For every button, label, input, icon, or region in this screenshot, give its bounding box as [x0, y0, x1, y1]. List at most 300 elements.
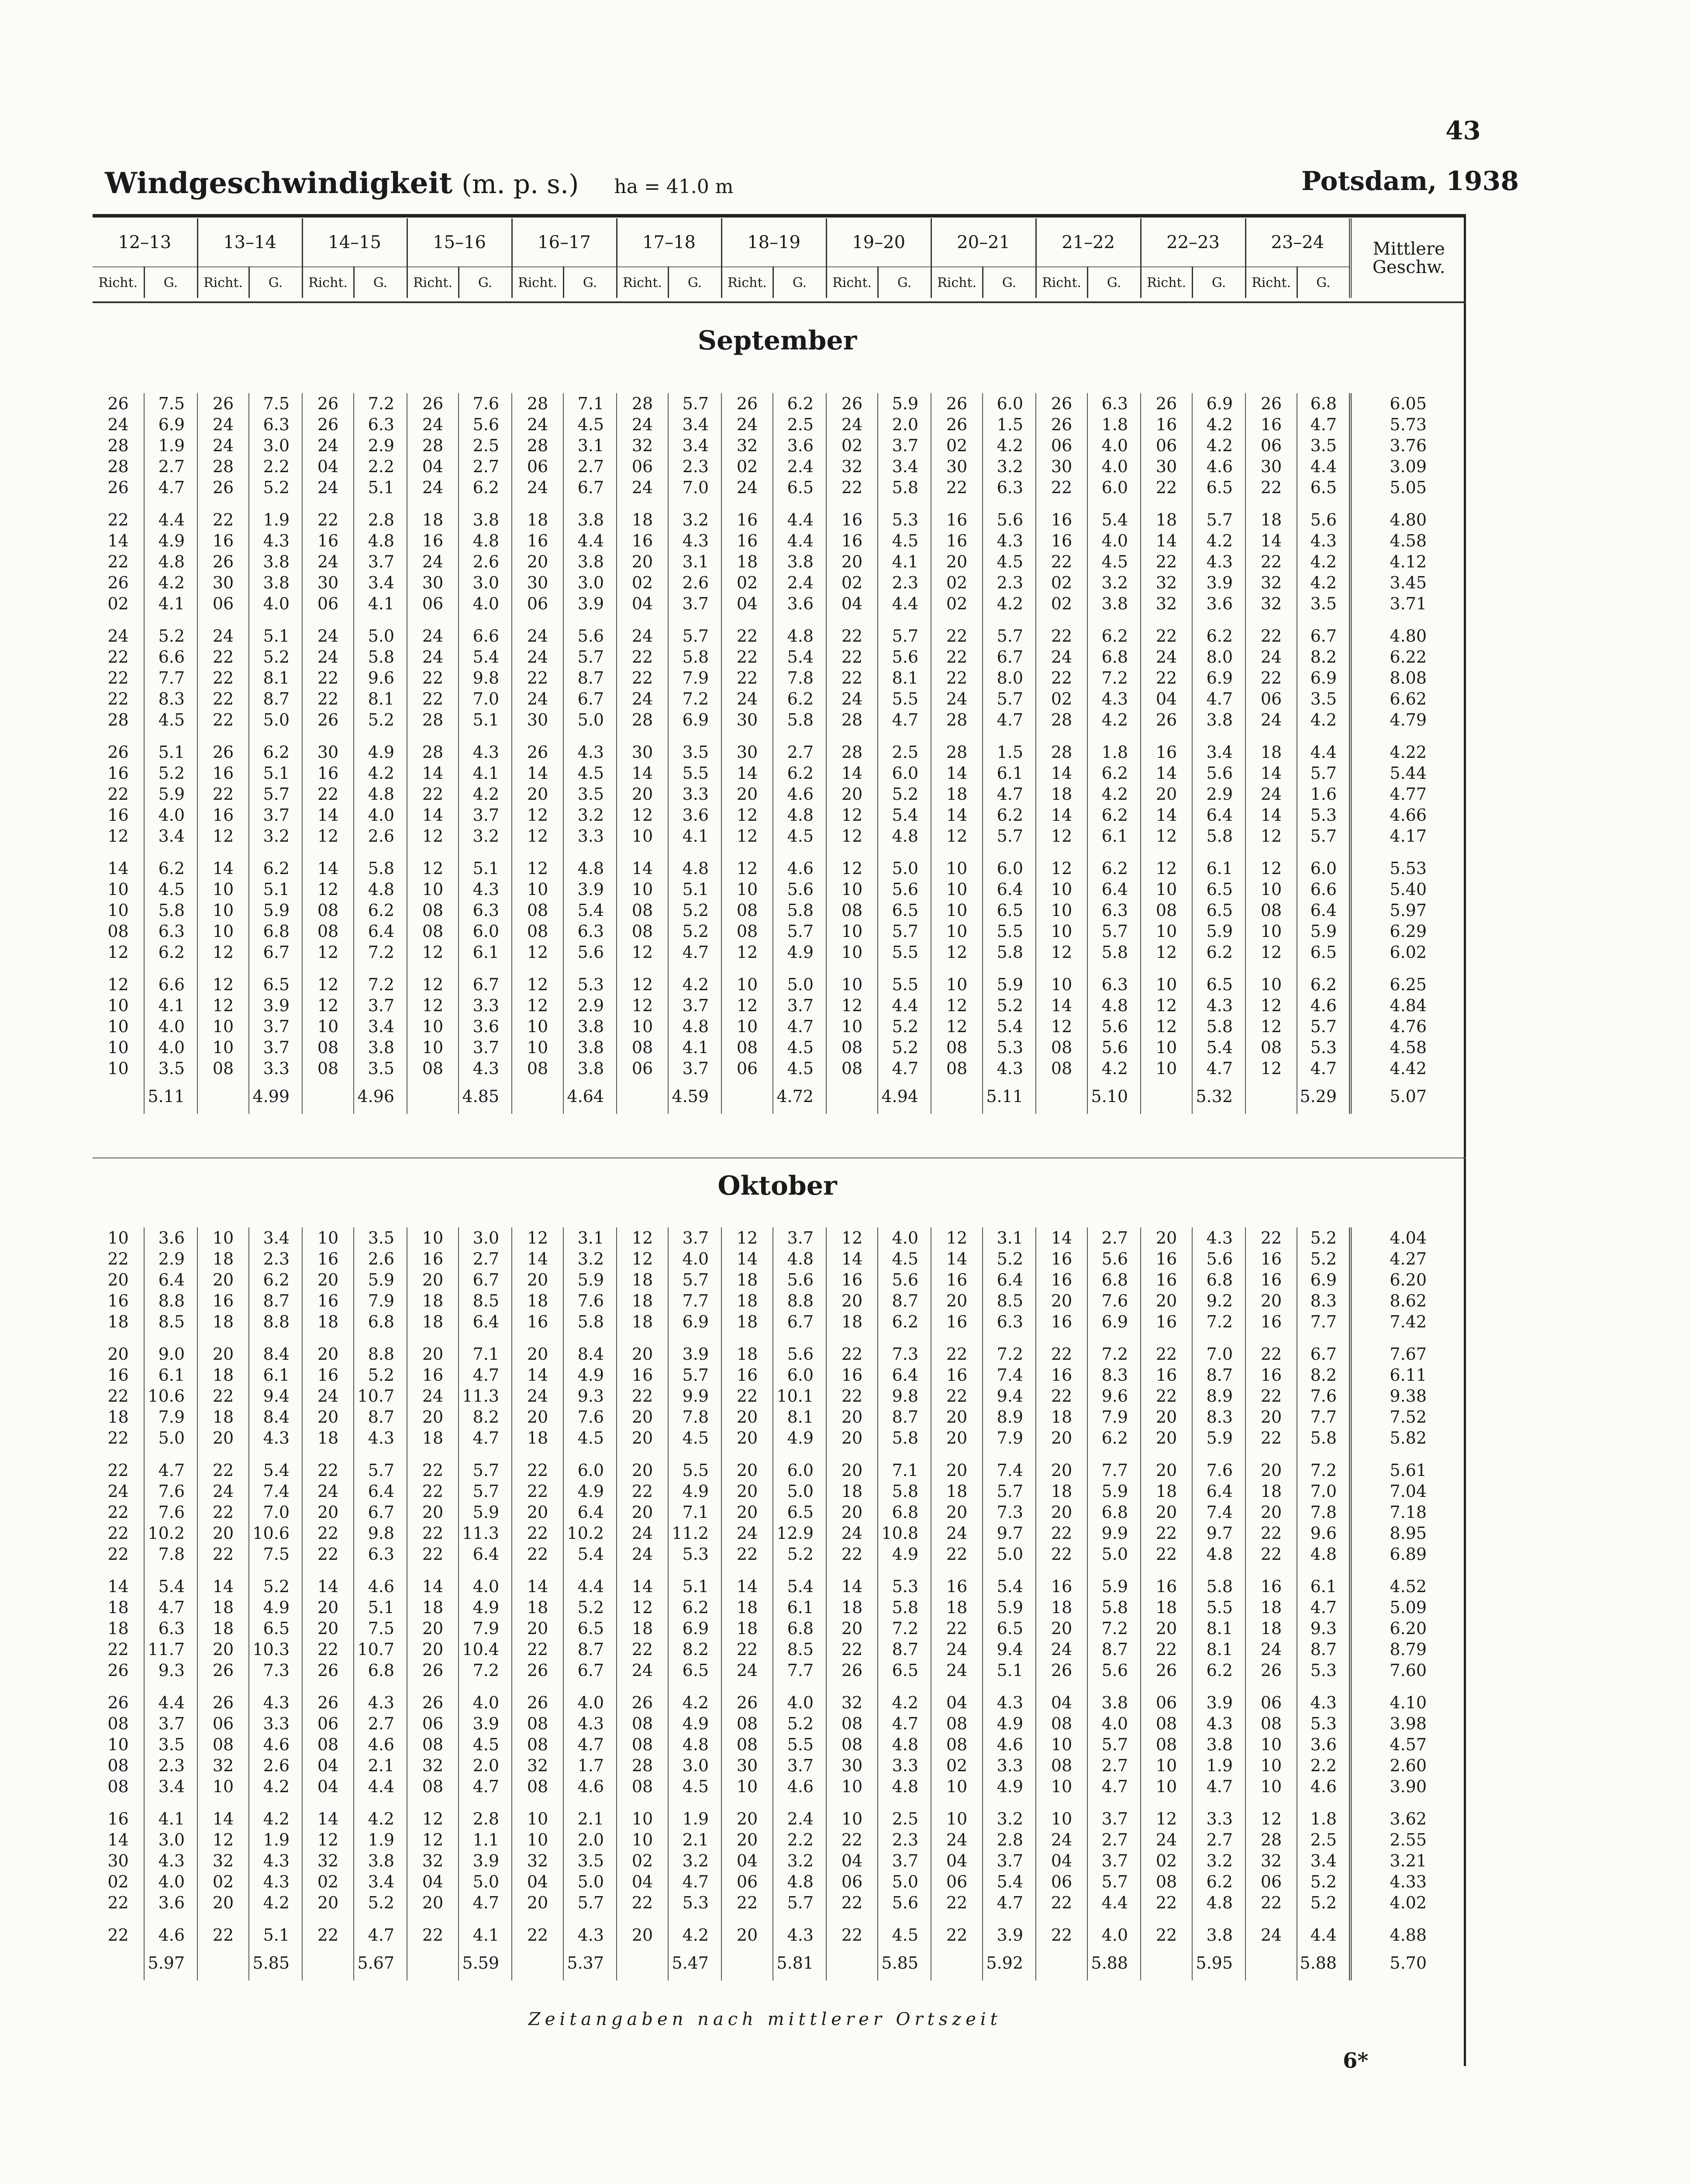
- hourly-mean-cell: 5.85: [249, 1946, 302, 1980]
- hourly-mean-cell: 5.85: [878, 1946, 931, 1980]
- speed-cell: 6.2: [459, 477, 512, 498]
- speed-cell: 3.8: [563, 1037, 617, 1058]
- direction-cell: 22: [407, 784, 459, 805]
- speed-cell: 4.5: [983, 551, 1036, 572]
- direction-cell: 10: [1141, 879, 1192, 900]
- direction-cell: 24: [407, 1386, 459, 1406]
- speed-cell: 5.2: [1297, 1227, 1350, 1248]
- direction-cell: 20: [721, 1502, 773, 1523]
- direction-cell: 22: [512, 1460, 563, 1481]
- direction-cell: 14: [512, 1248, 563, 1269]
- direction-cell: 04: [302, 1755, 354, 1776]
- direction-cell: 10: [931, 879, 983, 900]
- speed-cell: 6.5: [249, 1618, 302, 1639]
- direction-cell: 16: [931, 530, 983, 551]
- speed-cell: 5.2: [983, 1248, 1036, 1269]
- speed-cell: 2.3: [668, 456, 721, 477]
- speed-cell: 7.0: [459, 688, 512, 709]
- speed-cell: 8.8: [249, 1311, 302, 1332]
- speed-cell: 5.7: [1297, 826, 1350, 847]
- speed-cell: 6.7: [459, 1269, 512, 1290]
- direction-cell: 16: [407, 1365, 459, 1386]
- hour-header: 19–20: [826, 218, 931, 267]
- speed-cell: 6.2: [1087, 1427, 1141, 1448]
- speed-cell: 8.9: [983, 1406, 1036, 1427]
- speed-cell: 5.6: [878, 646, 931, 667]
- direction-cell: 18: [93, 1618, 144, 1639]
- speed-cell: 6.5: [1192, 477, 1245, 498]
- direction-cell: 22: [826, 1829, 878, 1850]
- speed-cell: 3.6: [144, 1892, 197, 1913]
- speed-cell: 3.9: [459, 1713, 512, 1734]
- direction-cell: 22: [1245, 1386, 1297, 1406]
- direction-cell: 32: [826, 456, 878, 477]
- direction-cell: 16: [197, 530, 249, 551]
- speed-cell: 10.3: [249, 1639, 302, 1660]
- speed-cell: 3.8: [249, 551, 302, 572]
- speed-cell: 6.2: [1087, 763, 1141, 784]
- direction-cell: 22: [1036, 625, 1087, 646]
- direction-cell: 12: [407, 826, 459, 847]
- direction-cell: 10: [931, 1808, 983, 1829]
- speed-cell: 2.2: [249, 456, 302, 477]
- daily-mean-cell: 3.90: [1350, 1776, 1466, 1797]
- speed-cell: 5.4: [249, 1460, 302, 1481]
- speed-cell: 4.2: [459, 784, 512, 805]
- direction-cell: 22: [93, 1544, 144, 1565]
- direction-cell: 04: [931, 1850, 983, 1871]
- table-row: [93, 1523, 1466, 1544]
- direction-cell: 18: [617, 1290, 668, 1311]
- speed-cell: 6.5: [773, 1502, 826, 1523]
- table-row: [93, 784, 1466, 805]
- direction-cell: 10: [93, 879, 144, 900]
- speed-cell: 2.6: [249, 1755, 302, 1776]
- hourly-mean-cell: 4.94: [878, 1079, 931, 1114]
- direction-cell: 10: [1245, 1776, 1297, 1797]
- hourly-mean-cell: 5.88: [1297, 1946, 1350, 1980]
- direction-cell: 20: [826, 1406, 878, 1427]
- daily-mean-cell: 4.12: [1350, 551, 1466, 572]
- speed-cell: 8.7: [1192, 1365, 1245, 1386]
- direction-cell: 20: [617, 1427, 668, 1448]
- direction-cell: 22: [931, 1344, 983, 1365]
- direction-cell: 10: [1141, 1037, 1192, 1058]
- speed-cell: 6.0: [563, 1460, 617, 1481]
- direction-cell: 18: [93, 1597, 144, 1618]
- direction-cell: 22: [197, 1925, 249, 1946]
- direction-cell: 20: [302, 1269, 354, 1290]
- speed-cell: 2.8: [983, 1829, 1036, 1850]
- direction-cell: 12: [826, 826, 878, 847]
- speed-cell: 3.8: [773, 551, 826, 572]
- speed-cell: 10.7: [354, 1386, 407, 1406]
- speed-cell: 3.7: [144, 1713, 197, 1734]
- direction-cell: 16: [1036, 1365, 1087, 1386]
- direction-cell: 22: [1141, 1344, 1192, 1365]
- speed-cell: 3.5: [563, 1850, 617, 1871]
- speed-cell: 4.0: [459, 1576, 512, 1597]
- speed-cell: 3.3: [668, 784, 721, 805]
- direction-cell: 22: [93, 509, 144, 530]
- direction-cell: 20: [1245, 1290, 1297, 1311]
- table-row: [93, 414, 1466, 435]
- direction-cell: 10: [931, 858, 983, 879]
- speed-cell: 4.5: [459, 1734, 512, 1755]
- direction-cell: 18: [721, 1597, 773, 1618]
- speed-cell: 7.1: [668, 1502, 721, 1523]
- speed-cell: 5.2: [144, 625, 197, 646]
- direction-cell: 22: [407, 1481, 459, 1502]
- month-title-september: September: [697, 325, 857, 356]
- speed-cell: 6.7: [1297, 1344, 1350, 1365]
- speed-cell: 7.6: [1192, 1460, 1245, 1481]
- speed-cell: 4.4: [1297, 742, 1350, 763]
- direction-cell: 16: [617, 1365, 668, 1386]
- direction-cell: 30: [1141, 456, 1192, 477]
- direction-cell: 06: [1036, 435, 1087, 456]
- direction-cell: 04: [302, 1776, 354, 1797]
- speed-cell: 4.3: [459, 1058, 512, 1079]
- speed-subheader: G.: [1297, 267, 1350, 298]
- direction-cell: 10: [197, 1016, 249, 1037]
- direction-cell: 04: [407, 456, 459, 477]
- direction-cell: 12: [302, 974, 354, 995]
- speed-cell: 3.7: [668, 995, 721, 1016]
- speed-cell: 5.9: [983, 974, 1036, 995]
- speed-cell: 2.7: [1192, 1829, 1245, 1850]
- daily-mean-cell: 3.62: [1350, 1808, 1466, 1829]
- speed-cell: 1.8: [1087, 414, 1141, 435]
- direction-cell: 20: [721, 1808, 773, 1829]
- speed-cell: 4.2: [1087, 709, 1141, 730]
- direction-cell: 18: [197, 1597, 249, 1618]
- speed-cell: 4.8: [773, 625, 826, 646]
- speed-cell: 4.5: [773, 1037, 826, 1058]
- direction-cell: 12: [1036, 942, 1087, 963]
- speed-cell: 4.3: [1192, 1713, 1245, 1734]
- speed-cell: 10.7: [354, 1639, 407, 1660]
- direction-cell: 12: [1141, 1808, 1192, 1829]
- speed-cell: 5.7: [1297, 763, 1350, 784]
- speed-cell: 5.0: [773, 974, 826, 995]
- speed-cell: 5.2: [1297, 1871, 1350, 1892]
- direction-cell: 26: [1245, 1660, 1297, 1681]
- speed-cell: 1.5: [983, 414, 1036, 435]
- speed-cell: 4.2: [668, 1692, 721, 1713]
- daily-mean-cell: 2.55: [1350, 1829, 1466, 1850]
- speed-cell: 3.7: [1087, 1850, 1141, 1871]
- speed-cell: 1.7: [563, 1755, 617, 1776]
- direction-cell: 10: [721, 879, 773, 900]
- table-row: [93, 593, 1466, 614]
- speed-cell: 4.3: [249, 1692, 302, 1713]
- speed-cell: 3.8: [563, 1016, 617, 1037]
- table-row: [93, 1344, 1466, 1365]
- direction-cell: 04: [617, 593, 668, 614]
- speed-subheader: G.: [354, 267, 407, 298]
- station-label: Potsdam, 1938: [1301, 166, 1519, 197]
- direction-cell: 22: [1245, 1523, 1297, 1544]
- table-row: [93, 551, 1466, 572]
- direction-cell: 12: [617, 974, 668, 995]
- direction-cell: 22: [617, 1639, 668, 1660]
- speed-cell: 3.4: [354, 1871, 407, 1892]
- speed-cell: 4.8: [459, 530, 512, 551]
- speed-cell: 8.4: [249, 1406, 302, 1427]
- speed-cell: 6.6: [459, 625, 512, 646]
- direction-cell: 02: [826, 572, 878, 593]
- speed-cell: 3.3: [249, 1713, 302, 1734]
- speed-cell: 4.7: [983, 709, 1036, 730]
- direction-cell: 24: [617, 477, 668, 498]
- speed-cell: 7.2: [1087, 667, 1141, 688]
- speed-cell: 5.9: [563, 1269, 617, 1290]
- speed-cell: 4.8: [668, 1016, 721, 1037]
- direction-cell: 10: [93, 1037, 144, 1058]
- speed-cell: 6.7: [563, 688, 617, 709]
- speed-cell: 5.6: [1087, 1248, 1141, 1269]
- speed-cell: 6.5: [1192, 900, 1245, 921]
- table-row: [93, 1290, 1466, 1311]
- speed-cell: 7.5: [249, 393, 302, 414]
- speed-cell: 7.2: [354, 974, 407, 995]
- speed-cell: 8.4: [249, 1344, 302, 1365]
- speed-cell: 4.0: [249, 593, 302, 614]
- speed-cell: 4.0: [1087, 456, 1141, 477]
- direction-cell: 18: [826, 1597, 878, 1618]
- speed-cell: 3.5: [144, 1734, 197, 1755]
- direction-cell: 26: [1036, 414, 1087, 435]
- direction-cell: 16: [721, 509, 773, 530]
- direction-cell: 06: [512, 456, 563, 477]
- speed-cell: 5.6: [1087, 1037, 1141, 1058]
- speed-cell: 3.1: [983, 1227, 1036, 1248]
- direction-cell: 22: [1141, 625, 1192, 646]
- speed-cell: 6.9: [668, 709, 721, 730]
- speed-cell: 5.3: [668, 1544, 721, 1565]
- speed-cell: 3.4: [354, 1016, 407, 1037]
- speed-cell: 4.2: [1192, 435, 1245, 456]
- direction-cell: 20: [407, 1618, 459, 1639]
- direction-cell: 12: [1036, 826, 1087, 847]
- speed-cell: 5.8: [354, 858, 407, 879]
- speed-cell: 4.7: [563, 1734, 617, 1755]
- speed-cell: 2.2: [354, 456, 407, 477]
- dir-subheader: Richt.: [721, 267, 773, 298]
- direction-cell: 16: [1141, 414, 1192, 435]
- speed-cell: 7.2: [1192, 1311, 1245, 1332]
- speed-cell: 4.5: [878, 1925, 931, 1946]
- direction-cell: 22: [93, 1427, 144, 1448]
- direction-cell: 06: [1141, 435, 1192, 456]
- speed-cell: 8.5: [459, 1290, 512, 1311]
- speed-cell: 2.3: [983, 572, 1036, 593]
- direction-cell: 12: [826, 1227, 878, 1248]
- direction-cell: 12: [197, 995, 249, 1016]
- speed-cell: 5.7: [668, 1269, 721, 1290]
- direction-cell: 22: [197, 688, 249, 709]
- speed-cell: 4.6: [983, 1734, 1036, 1755]
- table-row: [93, 1037, 1466, 1058]
- speed-cell: 2.0: [878, 414, 931, 435]
- daily-mean-cell: 2.60: [1350, 1755, 1466, 1776]
- speed-cell: 5.4: [983, 1871, 1036, 1892]
- direction-cell: 18: [302, 1311, 354, 1332]
- daily-mean-cell: 4.42: [1350, 1058, 1466, 1079]
- direction-cell: 26: [302, 709, 354, 730]
- speed-cell: 3.4: [144, 1776, 197, 1797]
- speed-cell: 4.8: [354, 784, 407, 805]
- direction-cell: 08: [1036, 1037, 1087, 1058]
- speed-cell: 7.7: [668, 1290, 721, 1311]
- direction-cell: 24: [617, 1523, 668, 1544]
- direction-cell: 18: [197, 1248, 249, 1269]
- direction-cell: 22: [1036, 1523, 1087, 1544]
- speed-cell: 4.1: [354, 593, 407, 614]
- direction-cell: 14: [302, 805, 354, 826]
- direction-cell: 10: [617, 879, 668, 900]
- direction-cell: 24: [93, 1481, 144, 1502]
- speed-cell: 5.8: [983, 942, 1036, 963]
- direction-cell: 24: [1245, 784, 1297, 805]
- direction-cell: 20: [721, 1925, 773, 1946]
- speed-cell: 5.0: [354, 625, 407, 646]
- direction-cell: 14: [93, 1576, 144, 1597]
- speed-cell: 3.8: [459, 509, 512, 530]
- speed-cell: 6.2: [1087, 805, 1141, 826]
- direction-cell: 24: [407, 625, 459, 646]
- direction-cell: 22: [512, 1481, 563, 1502]
- direction-cell: 18: [1036, 1597, 1087, 1618]
- speed-cell: 5.4: [563, 1544, 617, 1565]
- hourly-mean-cell: 5.29: [1297, 1079, 1350, 1114]
- direction-cell: 22: [302, 784, 354, 805]
- direction-cell: 14: [617, 858, 668, 879]
- speed-cell: 2.7: [563, 456, 617, 477]
- speed-cell: 7.7: [144, 667, 197, 688]
- direction-cell: 16: [826, 509, 878, 530]
- direction-cell: 18: [93, 1311, 144, 1332]
- speed-cell: 8.7: [878, 1639, 931, 1660]
- dir-subheader: Richt.: [407, 267, 459, 298]
- direction-cell: 14: [302, 1808, 354, 1829]
- daily-mean-cell: 5.40: [1350, 879, 1466, 900]
- speed-cell: 4.3: [459, 742, 512, 763]
- table-row: [93, 572, 1466, 593]
- speed-cell: 5.2: [1297, 1248, 1350, 1269]
- speed-cell: 4.3: [983, 1058, 1036, 1079]
- speed-cell: 6.2: [773, 688, 826, 709]
- sheet-mark: 6*: [1343, 2049, 1369, 2073]
- direction-cell: 22: [197, 1502, 249, 1523]
- direction-cell: 24: [721, 1660, 773, 1681]
- speed-cell: 5.7: [773, 921, 826, 942]
- direction-cell: 20: [93, 1269, 144, 1290]
- table-row: [93, 1365, 1466, 1386]
- speed-cell: 3.5: [144, 1058, 197, 1079]
- speed-cell: 5.1: [249, 625, 302, 646]
- speed-cell: 5.7: [983, 688, 1036, 709]
- speed-cell: 6.9: [1297, 667, 1350, 688]
- direction-cell: 12: [93, 942, 144, 963]
- speed-cell: 7.6: [1297, 1386, 1350, 1406]
- speed-cell: 4.1: [668, 1037, 721, 1058]
- speed-cell: 7.8: [773, 667, 826, 688]
- direction-cell: 22: [721, 1386, 773, 1406]
- speed-cell: 4.9: [668, 1481, 721, 1502]
- speed-cell: 5.2: [1297, 1892, 1350, 1913]
- direction-cell: 24: [1141, 1829, 1192, 1850]
- direction-cell: 14: [1245, 805, 1297, 826]
- direction-cell: 14: [931, 805, 983, 826]
- speed-cell: 2.5: [459, 435, 512, 456]
- speed-cell: 5.7: [1297, 1016, 1350, 1037]
- direction-cell: 20: [1036, 1427, 1087, 1448]
- direction-cell: 20: [302, 1344, 354, 1365]
- speed-cell: 5.0: [563, 1871, 617, 1892]
- direction-cell: 20: [721, 1427, 773, 1448]
- speed-cell: 4.0: [144, 805, 197, 826]
- direction-cell: 18: [302, 1427, 354, 1448]
- speed-cell: 10.2: [563, 1523, 617, 1544]
- speed-cell: 5.3: [1297, 1713, 1350, 1734]
- speed-cell: 3.6: [668, 805, 721, 826]
- direction-cell: 08: [407, 921, 459, 942]
- speed-cell: 3.7: [878, 1850, 931, 1871]
- speed-cell: 7.0: [668, 477, 721, 498]
- speed-cell: 5.7: [983, 625, 1036, 646]
- direction-cell: 28: [93, 709, 144, 730]
- speed-cell: 5.1: [459, 709, 512, 730]
- direction-cell: 06: [1245, 688, 1297, 709]
- daily-mean-cell: 4.80: [1350, 509, 1466, 530]
- speed-cell: 1.9: [144, 435, 197, 456]
- daily-mean-cell: 5.73: [1350, 414, 1466, 435]
- direction-cell: 32: [407, 1850, 459, 1871]
- speed-cell: 6.8: [354, 1660, 407, 1681]
- speed-cell: 5.3: [1297, 1037, 1350, 1058]
- speed-cell: 6.7: [563, 477, 617, 498]
- daily-mean-cell: 4.52: [1350, 1576, 1466, 1597]
- speed-cell: 2.9: [354, 435, 407, 456]
- speed-cell: 5.7: [459, 1481, 512, 1502]
- direction-cell: 20: [407, 1269, 459, 1290]
- speed-cell: 4.0: [459, 1692, 512, 1713]
- table-row: [93, 709, 1466, 730]
- speed-cell: 4.5: [878, 530, 931, 551]
- speed-cell: 2.7: [773, 742, 826, 763]
- daily-mean-cell: 5.53: [1350, 858, 1466, 879]
- direction-cell: 22: [1245, 551, 1297, 572]
- speed-cell: 11.2: [668, 1523, 721, 1544]
- speed-cell: 3.5: [1297, 435, 1350, 456]
- direction-cell: 24: [407, 477, 459, 498]
- speed-cell: 4.4: [878, 995, 931, 1016]
- speed-cell: 7.6: [459, 393, 512, 414]
- direction-cell: 20: [197, 1892, 249, 1913]
- direction-cell: 16: [1245, 414, 1297, 435]
- direction-cell: 22: [826, 646, 878, 667]
- speed-cell: 2.8: [354, 509, 407, 530]
- direction-cell: 14: [617, 763, 668, 784]
- speed-cell: 2.3: [878, 1829, 931, 1850]
- direction-cell: 14: [197, 858, 249, 879]
- speed-cell: 6.5: [773, 477, 826, 498]
- direction-cell: 04: [931, 1692, 983, 1713]
- speed-cell: 5.2: [668, 900, 721, 921]
- speed-cell: 5.4: [773, 646, 826, 667]
